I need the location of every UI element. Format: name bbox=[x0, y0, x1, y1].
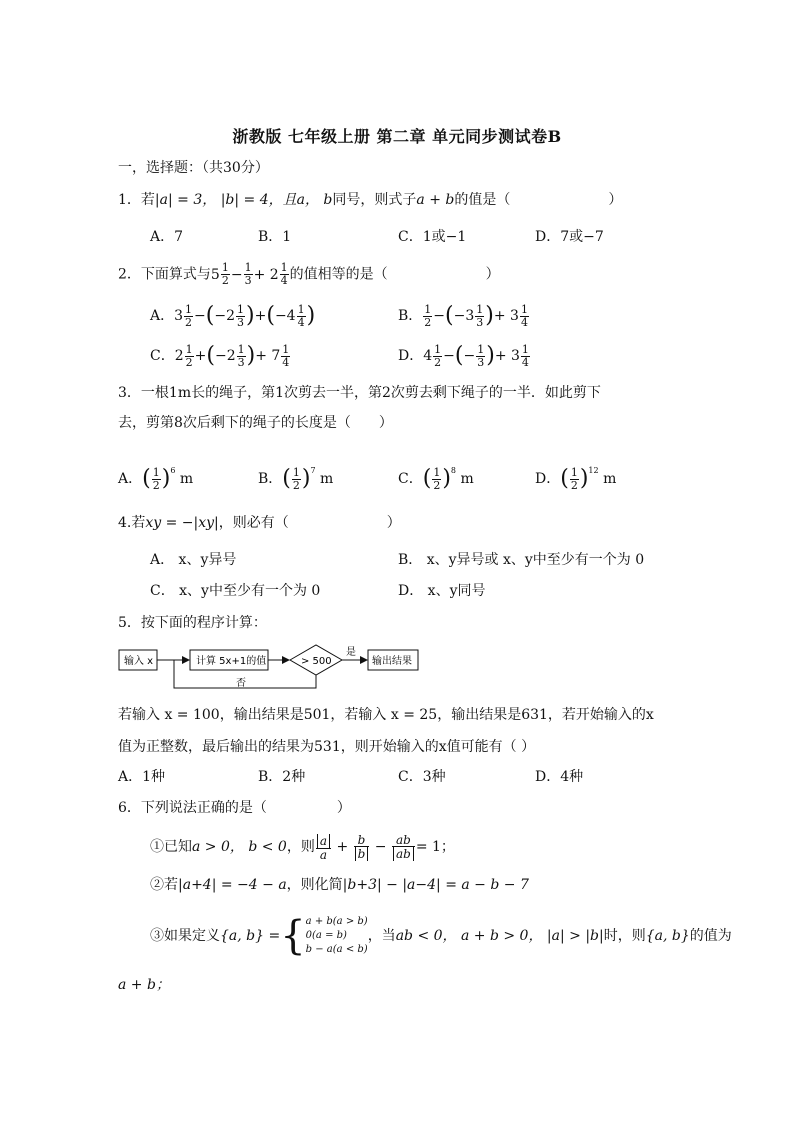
q5-option-c[interactable]: C．3种 bbox=[398, 769, 446, 785]
q4-option-c[interactable]: C． x、y中至少有一个为 0 bbox=[150, 583, 321, 599]
q3-option-d[interactable]: D．( $\frac{1}{2}$ )$^{12}$ m bbox=[535, 465, 617, 492]
question-3-line-1: 3．一根1m长的绳子，第1次剪去一半，第2次剪去剩下绳子的一半．如此剪下 bbox=[118, 385, 601, 401]
q5-paragraph-2: 值为正整数，最后输出的结果为531，则开始输入的x值可能有（ ） bbox=[118, 739, 536, 755]
flow-input-label: 输入 x bbox=[124, 656, 154, 667]
q1-option-d[interactable]: D．7或−7 bbox=[535, 229, 604, 245]
q2-option-a[interactable]: A．3 $\frac{1}{2}$ −(−2 $\frac{1}{3}$ )+(−4 $\frac{1}{4}$ ) bbox=[150, 302, 316, 329]
q1-option-a[interactable]: A．7 bbox=[150, 229, 184, 245]
question-4-stem: 4.若xy = −|xy|，则必有（ ） bbox=[118, 515, 401, 531]
question-1-stem: 1．若|a| = 3， |b| = 4，且a， b同号，则式子a + b的值是（ ） bbox=[118, 192, 623, 208]
q6-statement-3: ③如果定义{a, b} ={ a + b(a > b) 0(a = b) b − a(a < b) ，当ab < 0， a + b > 0， |a| > |b|时，则{a, b}的值为 bbox=[150, 913, 732, 959]
question-6-stem: 6．下列说法正确的是（ ） bbox=[118, 800, 351, 816]
q4-option-a[interactable]: A． x、y异号 bbox=[150, 552, 237, 568]
q3-option-b[interactable]: B．( $\frac{1}{2}$ )$^7$ m bbox=[258, 465, 334, 492]
q5-option-d[interactable]: D．4种 bbox=[535, 769, 584, 785]
question-2-stem: 2．下面算式与5 $\frac{1}{2}$ − $\frac{1}{3}$ + 2 $\frac{1}{4}$ 的值相等的是（ ） bbox=[118, 261, 500, 287]
flow-yes-label: 是 bbox=[346, 647, 356, 658]
q4-equation: xy = −|xy| bbox=[145, 515, 219, 531]
q4-option-d[interactable]: D． x、y同号 bbox=[398, 583, 486, 599]
q5-flowchart bbox=[118, 640, 428, 692]
section-heading: 一，选择题：（共30分） bbox=[118, 160, 269, 176]
q3-option-a[interactable]: A．( $\frac{1}{2}$ )$^6$ m bbox=[118, 465, 194, 492]
flow-output-label: 输出结果 bbox=[372, 656, 412, 667]
q2-option-c[interactable]: C．2 $\frac{1}{2}$ +(−2 $\frac{1}{3}$ )+ 7 $\frac{1}{4}$ bbox=[150, 342, 290, 369]
q5-option-a[interactable]: A．1种 bbox=[118, 769, 166, 785]
q6-definition-cases: a + b(a > b) 0(a = b) b − a(a < b) bbox=[305, 916, 368, 955]
q1-condition: |a| = 3， |b| = 4，且 bbox=[154, 192, 297, 208]
q2-expression: 5 $\frac{1}{2}$ − $\frac{1}{3}$ + 2 $\frac{1}{4}$ bbox=[210, 261, 288, 287]
q3-option-c[interactable]: C．( $\frac{1}{2}$ )$^8$ m bbox=[398, 465, 474, 492]
q6-statement-1: ①已知a > 0， b < 0，则 $\frac{a}{a}$ + $\frac{b}{b}$ − $\frac{ab}{ab}$ = 1； bbox=[150, 832, 455, 862]
q1-option-c[interactable]: C．1或−1 bbox=[398, 229, 467, 245]
q5-option-b[interactable]: B．2种 bbox=[258, 769, 306, 785]
q6-statement-2: ②若|a+4| = −4 − a，则化简|b+3| − |a−4| = a − b − 7 bbox=[150, 877, 529, 893]
question-5-stem: 5．按下面的程序计算： bbox=[118, 615, 267, 631]
q4-option-b[interactable]: B． x、y异号或 x、y中至少有一个为 0 bbox=[398, 552, 645, 568]
flow-compute-label: 计算 5x+1的值 bbox=[196, 656, 267, 667]
question-3-line-2: 去，剪第8次后剩下的绳子的长度是（ ） bbox=[118, 415, 393, 431]
flow-no-label: 否 bbox=[236, 678, 246, 689]
flow-condition-label: > 500 bbox=[301, 656, 332, 667]
page-title: 浙教版 七年级上册 第二章 单元同步测试卷B bbox=[232, 127, 562, 146]
q2-option-d[interactable]: D．4 $\frac{1}{2}$ −(− $\frac{1}{3}$ )+ 3 $\frac{1}{4}$ bbox=[398, 342, 529, 369]
q1-option-b[interactable]: B．1 bbox=[258, 229, 292, 245]
q2-option-b[interactable]: B． $\frac{1}{2}$ −(−3 $\frac{1}{3}$ )+ 3 $\frac{1}{4}$ bbox=[398, 302, 528, 329]
q5-paragraph-1: 若输入 x = 100，输出结果是501，若输入 x = 25，输出结果是631，若开始输入的x bbox=[118, 707, 654, 723]
q6-statement-3-continued: a + b； bbox=[118, 977, 170, 993]
